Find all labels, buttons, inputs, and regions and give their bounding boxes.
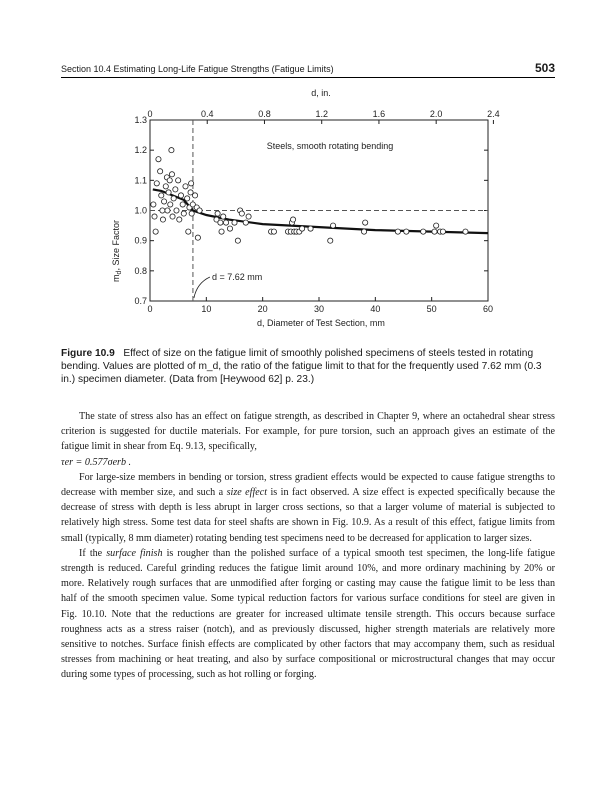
y-tick-label: 1.0 bbox=[134, 205, 147, 216]
data-point bbox=[151, 202, 156, 207]
paragraph-2-before: For large-size members in bending or torsion, stress gradient effects would be expected to cause fatigue strengths to decrease with member size, and such a bbox=[61, 471, 555, 499]
data-point bbox=[219, 229, 224, 234]
top-axis-label: d, in. bbox=[311, 88, 331, 98]
data-point bbox=[176, 178, 181, 183]
data-point bbox=[163, 184, 168, 189]
chart-annotation-title: Steels, smooth rotating bending bbox=[266, 141, 394, 151]
data-point bbox=[432, 229, 437, 234]
shear-formula: τer = 0.577σerb . bbox=[61, 456, 132, 468]
data-point bbox=[158, 169, 163, 174]
data-point bbox=[308, 226, 313, 231]
data-point bbox=[181, 211, 186, 216]
data-point bbox=[166, 190, 171, 195]
data-point bbox=[189, 211, 194, 216]
x2-tick-label: 0.8 bbox=[258, 109, 271, 119]
data-point bbox=[169, 148, 174, 153]
data-point bbox=[180, 202, 185, 207]
y-axis-label-sub: d bbox=[116, 270, 123, 275]
data-point bbox=[227, 226, 232, 231]
figure-label: Figure 10.9 bbox=[61, 348, 115, 359]
data-point bbox=[170, 214, 175, 219]
data-point bbox=[330, 223, 335, 228]
x2-tick-label: 1.6 bbox=[372, 109, 386, 119]
reference-label-leader bbox=[194, 277, 210, 298]
paragraph-2 bbox=[61, 470, 555, 546]
header-rule bbox=[61, 77, 555, 78]
x-tick-label: 60 bbox=[482, 304, 494, 314]
caption-text: Effect of size on the fatigue limit of smoothly polished specimens of steels tested in rotating bending. Values are plotted of m_d, the ratio of the fatigue limit to that for the frequently used 7.62 mm (0.3 in.) specimen diameter. (Data from [Heywood 62] p. 23.) bbox=[61, 348, 542, 385]
data-point bbox=[395, 229, 400, 234]
data-point bbox=[160, 208, 165, 213]
data-point bbox=[171, 196, 176, 201]
y-tick-label: 1.3 bbox=[134, 115, 147, 125]
y-tick-label: 1.1 bbox=[134, 175, 147, 186]
data-point bbox=[160, 217, 165, 222]
paragraph-3 bbox=[61, 546, 555, 683]
y-axis-label-rest: , Size Factor bbox=[111, 220, 121, 271]
reference-line-label: d = 7.62 mm bbox=[212, 272, 263, 282]
data-point bbox=[154, 181, 159, 186]
data-point bbox=[186, 229, 191, 234]
paragraph-2-emphasis: size effect bbox=[226, 487, 268, 499]
data-points bbox=[151, 148, 468, 244]
data-point bbox=[223, 220, 228, 225]
data-point bbox=[152, 214, 157, 219]
y-tick-label: 0.8 bbox=[134, 265, 147, 276]
data-point bbox=[290, 217, 295, 222]
data-point bbox=[440, 229, 445, 234]
data-point bbox=[165, 208, 170, 213]
x-tick-label: 0 bbox=[147, 304, 153, 314]
data-point bbox=[195, 235, 200, 240]
data-point bbox=[239, 211, 244, 216]
data-point bbox=[463, 229, 468, 234]
data-point bbox=[189, 181, 194, 186]
page-number: 503 bbox=[534, 61, 555, 75]
x-tick-label: 50 bbox=[426, 304, 437, 314]
paragraph-1 bbox=[61, 409, 555, 470]
data-point bbox=[434, 223, 439, 228]
data-point bbox=[232, 220, 237, 225]
y-tick-label: 0.9 bbox=[134, 235, 147, 246]
data-point bbox=[243, 220, 248, 225]
data-point bbox=[197, 208, 202, 213]
data-point bbox=[156, 157, 161, 162]
data-point bbox=[235, 238, 240, 243]
data-point bbox=[300, 226, 305, 231]
y-tick-label: 0.7 bbox=[134, 296, 147, 306]
x2-tick-label: 0.4 bbox=[200, 109, 214, 119]
running-header bbox=[61, 60, 555, 78]
y-axis-label bbox=[111, 220, 123, 282]
size-factor-chart bbox=[100, 86, 500, 336]
x2-tick-label: 2.4 bbox=[487, 109, 500, 119]
y-tick-label: 1.2 bbox=[134, 145, 147, 156]
data-point bbox=[218, 220, 223, 225]
data-point bbox=[221, 214, 226, 219]
x-tick-label: 30 bbox=[313, 304, 325, 314]
y-axis-label-main: m bbox=[111, 274, 121, 282]
data-point bbox=[159, 193, 164, 198]
paragraph-3-before: If the bbox=[79, 547, 107, 559]
data-point bbox=[185, 196, 190, 201]
data-point bbox=[215, 211, 220, 216]
body-text bbox=[61, 409, 555, 683]
data-point bbox=[192, 193, 197, 198]
data-point bbox=[363, 220, 368, 225]
data-point bbox=[404, 229, 409, 234]
data-point bbox=[421, 229, 426, 234]
data-point bbox=[246, 214, 251, 219]
data-point bbox=[167, 178, 172, 183]
data-point bbox=[328, 238, 333, 243]
data-point bbox=[169, 172, 174, 177]
bottom-axis-label: d, Diameter of Test Section, mm bbox=[257, 318, 385, 328]
paragraph-3-after: is rougher than the polished surface of a typical smooth test specimen, the long-life fatigue strength is reduced. Careful grinding reduces the fatigue limit around 10%, and more ordinary machining by 20% or more. Relatively rough surfaces that are unmodified after forging or casting may cause the fatigue limit to be less than half of the smooth specimen value. Some typical reduction factors for various surface conditions for steel are given in Fig. 10.10. Note that the reductions are greater for increased ultimate tensile strength. This occurs because surface roughness acts as a stress raiser (notch), and as previously discussed, higher strength materials are relatively more sensitive to notches. Surface finish effects are complicated by other factors that may accompany them, such as residual stresses from machining or heat treating, and also by surface compositional or microstructural changes that may occur during some types of processing, such as hot rolling or forging. bbox=[61, 547, 555, 681]
data-point bbox=[183, 184, 188, 189]
data-point bbox=[271, 229, 276, 234]
data-point bbox=[168, 202, 173, 207]
data-point bbox=[178, 193, 183, 198]
x-tick-label: 40 bbox=[370, 304, 381, 314]
data-point bbox=[174, 208, 179, 213]
x-tick-label: 10 bbox=[201, 304, 212, 314]
data-point bbox=[153, 229, 158, 234]
x2-tick-label: 1.2 bbox=[315, 109, 328, 119]
x2-tick-label: 0 bbox=[147, 109, 153, 119]
paragraph-2-after: is in fact observed. A size effect is expected specifically because the decrease of stress with depth is less abrupt in larger cross sections, so that a larger volume of material is subjected to relatively high stress. Some test data for steel shafts are shown in Fig. 10.9. As a result of this effect, fatigue limits from small (typically, 8 mm diameter) rotating bending test specimens need to be decreased for application to larger sizes. bbox=[61, 487, 555, 544]
data-point bbox=[161, 199, 166, 204]
data-point bbox=[361, 229, 366, 234]
figure-caption-text bbox=[61, 348, 542, 385]
x2-tick-label: 2.0 bbox=[429, 109, 443, 119]
section-title: Section 10.4 Estimating Long-Life Fatigue Strengths (Fatigue Limits) bbox=[61, 64, 334, 74]
figure-caption bbox=[61, 347, 555, 386]
x-tick-label: 20 bbox=[257, 304, 268, 314]
paragraph-3-emphasis: surface finish bbox=[106, 547, 163, 559]
data-point bbox=[173, 187, 178, 192]
paragraph-1-text: The state of stress also has an effect on fatigue strength, as described in Chapter 9, where an octahedral shear stress criterion is suggested for ductile materials. For example, for pure torsion, such an approach gives an estimate of the fatigue limit in shear from Eq. 9.13, specifically, bbox=[61, 411, 555, 453]
chart-ticks bbox=[134, 109, 499, 314]
data-point bbox=[177, 217, 182, 222]
